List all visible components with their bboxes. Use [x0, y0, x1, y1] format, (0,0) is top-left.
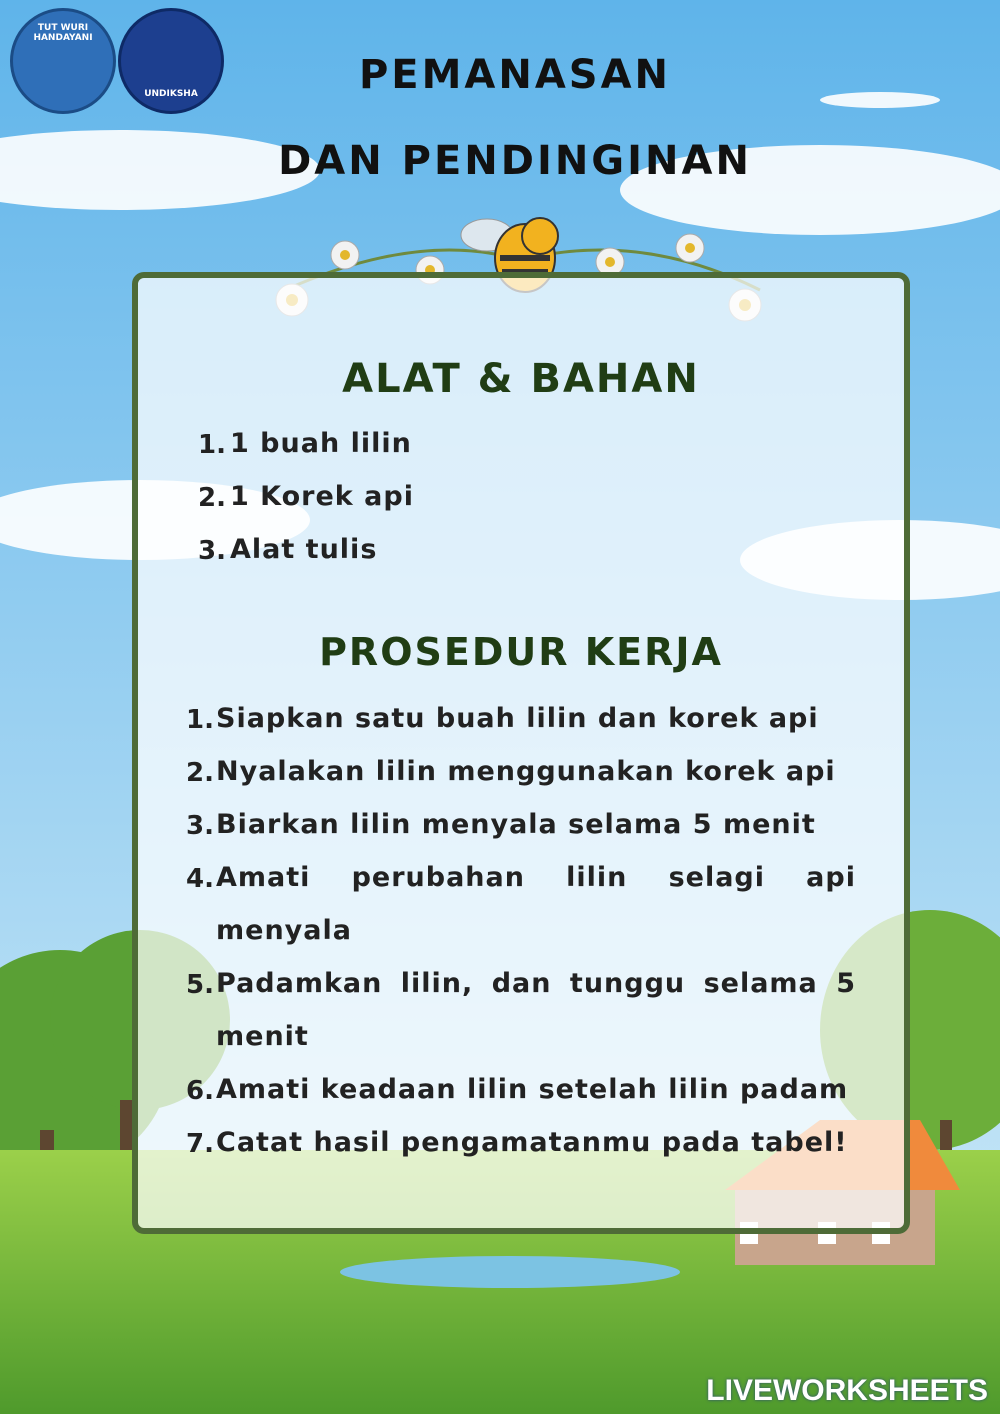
list-item-number: 1. — [198, 430, 226, 460]
alat-bahan-heading: ALAT & BAHAN — [342, 356, 700, 402]
step-number: 6. — [186, 1076, 214, 1106]
step-number: 5. — [186, 970, 214, 1000]
step-number: 4. — [186, 864, 214, 894]
step-number: 3. — [186, 811, 214, 841]
tut-wuri-logo-text: TUT WURI HANDAYANI — [33, 23, 93, 43]
content-card — [132, 272, 910, 1234]
page-title-line2: DAN PENDINGINAN — [278, 138, 752, 184]
list-item: Alat tulis — [230, 534, 378, 565]
step-number: 7. — [186, 1129, 214, 1159]
step-text-continued: menyala — [216, 915, 352, 946]
page-title-line1: PEMANASAN — [358, 52, 672, 98]
step-text: Amati perubahan lilin selagi api — [216, 862, 856, 893]
step-text-continued: menit — [216, 1021, 309, 1052]
prosedur-kerja-heading: PROSEDUR KERJA — [319, 630, 723, 674]
step-text: Nyalakan lilin menggunakan korek api — [216, 756, 836, 787]
step-number: 2. — [186, 758, 214, 788]
step-number: 1. — [186, 705, 214, 735]
step-text: Padamkan lilin, dan tunggu selama 5 — [216, 968, 856, 999]
list-item: 1 buah lilin — [230, 428, 412, 459]
list-item-number: 3. — [198, 536, 226, 566]
step-text: Catat hasil pengamatanmu pada tabel! — [216, 1127, 848, 1158]
liveworksheets-watermark: LIVEWORKSHEETS — [706, 1374, 988, 1407]
undiksha-logo-text: UNDIKSHA — [144, 89, 198, 99]
list-item: 1 Korek api — [230, 481, 414, 512]
step-text: Amati keadaan lilin setelah lilin padam — [216, 1074, 849, 1105]
step-text: Biarkan lilin menyala selama 5 menit — [216, 809, 816, 840]
list-item-number: 2. — [198, 483, 226, 513]
step-text: Siapkan satu buah lilin dan korek api — [216, 703, 819, 734]
pond — [340, 1256, 680, 1288]
